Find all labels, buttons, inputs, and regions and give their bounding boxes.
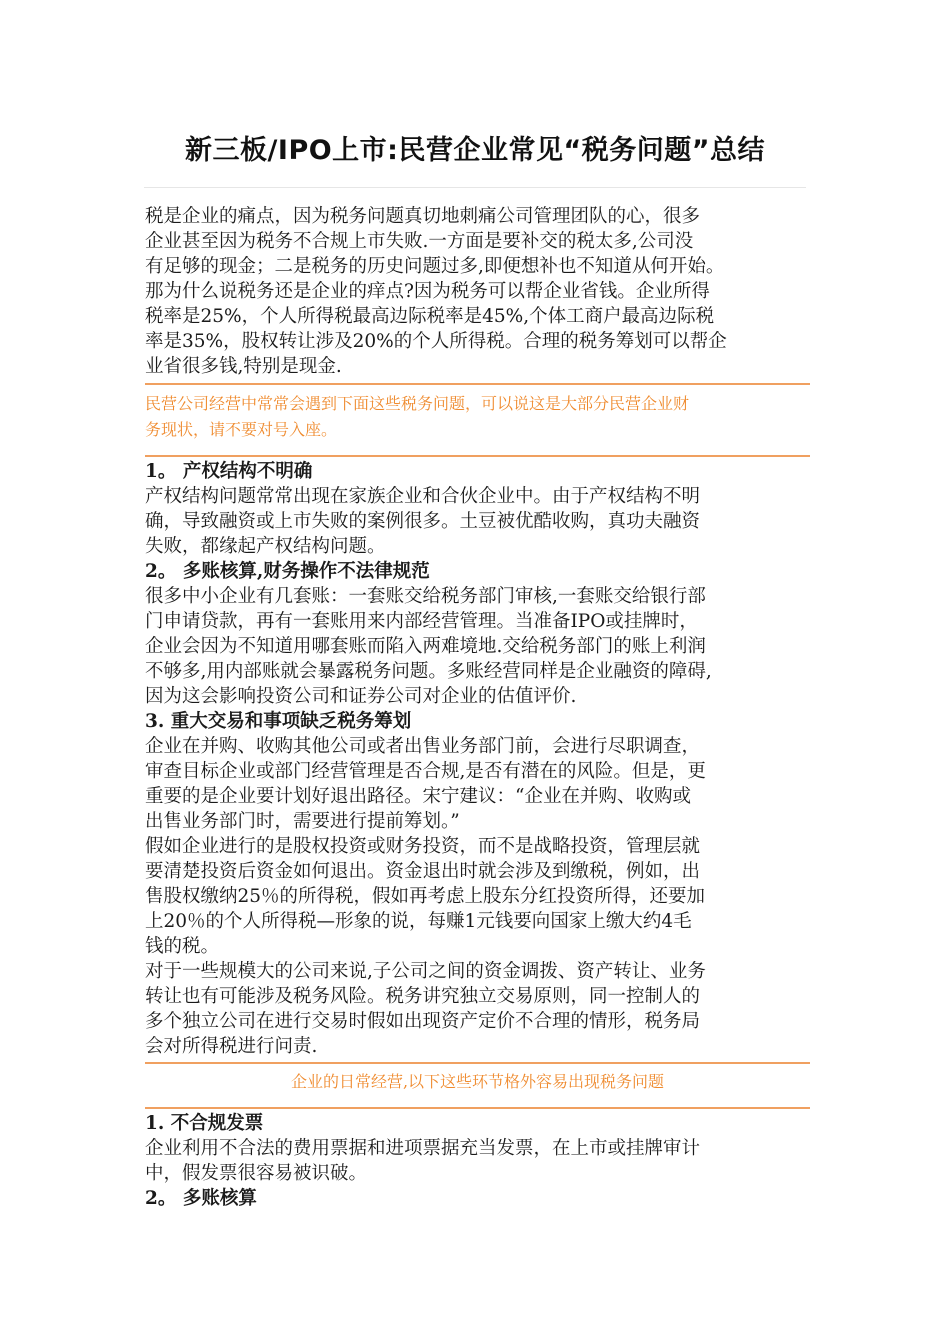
text-line: 失败，都缘起产权结构问题。 — [145, 536, 386, 557]
text-line: 出售业务部门时，需要进行提前筹划。” — [145, 811, 460, 832]
section-multiple-books-2 — [145, 1186, 810, 1211]
orange-divider — [145, 455, 810, 457]
text-line: 售股权缴纳25％的所得税，假如再考虑上股东分红投资所得，还要加 — [145, 886, 706, 907]
section-heading: 1. 不合规发票 — [145, 1113, 264, 1134]
note-line: 务现状，请不要对号入座。 — [145, 420, 338, 439]
text-line: 率是35%，股权转让涉及20%的个人所得税。合理的税务筹划可以帮企 — [145, 331, 727, 352]
text-line: 多个独立公司在进行交易时假如出现资产定价不合理的情形，税务局 — [145, 1011, 701, 1032]
text-line: 中，假发票很容易被识破。 — [145, 1163, 368, 1184]
highlight-note — [145, 391, 810, 443]
text-line: 不够多,用内部账就会暴露税务问题。多账经营同样是企业融资的障碍, — [145, 661, 712, 682]
section-invoices — [145, 1111, 810, 1186]
title-divider — [144, 187, 806, 188]
text-line: 会对所得税进行问责. — [145, 1036, 318, 1057]
section-tax-planning — [145, 709, 810, 1059]
note-line: 民营公司经营中常常会遇到下面这些税务问题，可以说这是大部分民营企业财 — [145, 394, 690, 413]
text-line: 业省很多钱,特别是现金. — [145, 356, 342, 377]
text-line: 对于一些规模大的公司来说,子公司之间的资金调拨、资产转让、业务 — [145, 961, 706, 982]
orange-divider — [145, 1062, 810, 1064]
page-title: 新三板/IPO上市:民营企业常见“税务问题”总结 — [185, 135, 765, 166]
text-line: 产权结构问题常常出现在家族企业和合伙企业中。由于产权结构不明 — [145, 486, 701, 507]
text-line: 转让也有可能涉及税务风险。税务讲究独立交易原则，同一控制人的 — [145, 986, 701, 1007]
section-heading: 3. 重大交易和事项缺乏税务筹划 — [145, 711, 412, 732]
section-ownership — [145, 459, 810, 559]
text-line: 假如企业进行的是股权投资或财务投资，而不是战略投资，管理层就 — [145, 836, 701, 857]
article-body — [145, 204, 810, 1211]
section-multiple-books — [145, 559, 810, 709]
section-heading: 2。 多账核算,财务操作不法律规范 — [145, 561, 430, 582]
text-line: 门申请贷款，再有一套账用来内部经营管理。当准备IPO或挂牌时， — [145, 611, 698, 632]
section-heading: 1。 产权结构不明确 — [145, 461, 313, 482]
text-line: 审查目标企业或部门经营管理是否合规,是否有潜在的风险。但是，更 — [145, 761, 706, 782]
section-heading: 2。 多账核算 — [145, 1188, 257, 1209]
text-line: 有足够的现金；二是税务的历史问题过多,即便想补也不知道从何开始。 — [145, 256, 725, 277]
text-line: 重要的是企业要计划好退出路径。宋宁建议：“企业在并购、收购或 — [145, 786, 691, 807]
text-line: 税率是25%，个人所得税最高边际税率是45%,个体工商户最高边际税 — [145, 306, 715, 327]
text-line: 企业利用不合法的费用票据和进项票据充当发票，在上市或挂牌审计 — [145, 1138, 701, 1159]
orange-divider — [145, 383, 810, 385]
orange-divider — [145, 1107, 810, 1109]
text-line: 要清楚投资后资金如何退出。资金退出时就会涉及到缴税，例如，出 — [145, 861, 701, 882]
intro-paragraph — [145, 204, 810, 379]
text-line: 因为这会影响投资公司和证券公司对企业的估值评价. — [145, 686, 577, 707]
text-line: 确，导致融资或上市失败的案例很多。土豆被优酷收购，真功夫融资 — [145, 511, 701, 532]
text-line: 上20％的个人所得税—形象的说，每赚1元钱要向国家上缴大约4毛 — [145, 911, 692, 932]
highlight-note: 企业的日常经营,以下这些环节格外容易出现税务问题 — [290, 1072, 665, 1091]
text-line: 企业会因为不知道用哪套账而陷入两难境地.交给税务部门的账上利润 — [145, 636, 706, 657]
text-line: 很多中小企业有几套账：一套账交给税务部门审核,一套账交给银行部 — [145, 586, 706, 607]
text-line: 税是企业的痛点，因为税务问题真切地刺痛公司管理团队的心，很多 — [145, 206, 701, 227]
text-line: 企业在并购、收购其他公司或者出售业务部门前，会进行尽职调查， — [145, 736, 701, 757]
text-line: 钱的税。 — [145, 936, 220, 957]
text-line: 企业甚至因为税务不合规上市失败.一方面是要补交的税太多,公司没 — [145, 231, 694, 252]
text-line: 那为什么说税务还是企业的痒点?因为税务可以帮企业省钱。企业所得 — [145, 281, 710, 302]
